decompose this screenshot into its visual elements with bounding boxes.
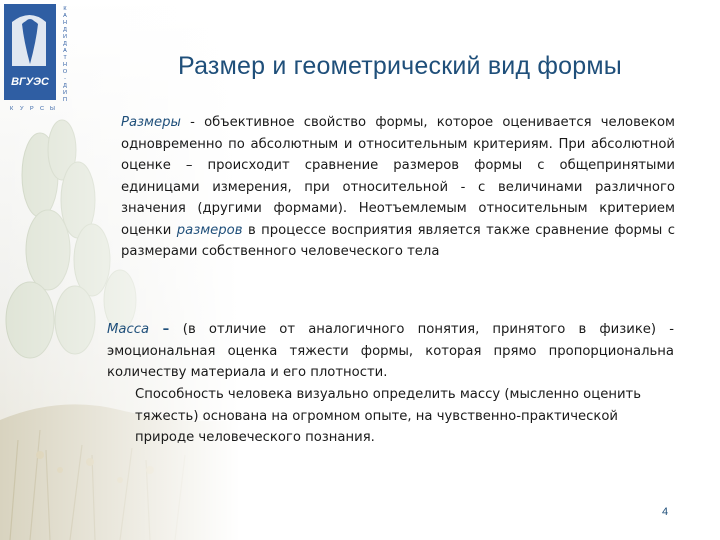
paragraph-sizes-text-1: - объективное свойство формы, которое оценивается человеком одновременно по абсолютным и относительным критериям. При абсолютной оценке – происходит сравнение размеров формы с общепринятыми единицами измерения, при относительной - с величинами различного значения (другими формами). Неотъемлемым относительным критерием оценки [121, 115, 675, 238]
page-number: 4 [662, 506, 669, 518]
svg-text:Д: Д [63, 41, 67, 47]
svg-text:Д: Д [63, 83, 67, 89]
svg-text:С: С [40, 106, 44, 112]
svg-text:К: К [10, 106, 14, 112]
paragraph-ability: Способность человека визуально определить массу (мысленно оценить тяжесть) основана на огромном опыте, на чувственно-практической природе человеческого познания. [135, 387, 641, 445]
svg-text:Н: Н [63, 62, 67, 68]
svg-text:О: О [62, 69, 68, 75]
svg-text:Ы: Ы [50, 106, 55, 112]
svg-text:А: А [63, 48, 67, 54]
svg-text:Т: Т [63, 55, 67, 61]
paragraph-mass [107, 319, 674, 384]
svg-text:А: А [63, 13, 67, 19]
term-sizes-inline: размеров [176, 222, 243, 238]
svg-text:П: П [63, 97, 67, 103]
svg-text:Н: Н [63, 20, 67, 26]
svg-text:-: - [64, 76, 66, 82]
term-sizes: Размеры [121, 115, 181, 130]
svg-text:И: И [63, 34, 67, 40]
svg-text:И: И [63, 90, 67, 96]
svg-text:У: У [20, 106, 24, 112]
paragraph-sizes-text-2: в процессе восприятия является также сравнение формы с размерами собственного человеческого тела [121, 222, 675, 259]
svg-text:Д: Д [63, 27, 67, 33]
paragraph-sizes [121, 112, 675, 263]
logo-abbr: ВГУЭС [11, 76, 49, 88]
paragraph-mass-text: (в отличие от аналогичного понятия, принятого в физике) - эмоциональная оценка тяжести формы, которая прямо пропорциональна количеству материала и его плотности. [107, 322, 674, 380]
svg-text:К: К [63, 6, 67, 12]
term-mass: Масса [107, 322, 150, 337]
slide-title: Размер и геометрический вид формы [178, 52, 622, 80]
svg-text:Р: Р [30, 106, 34, 112]
logo-emblem [2, 2, 72, 114]
term-dash: – [149, 322, 183, 337]
